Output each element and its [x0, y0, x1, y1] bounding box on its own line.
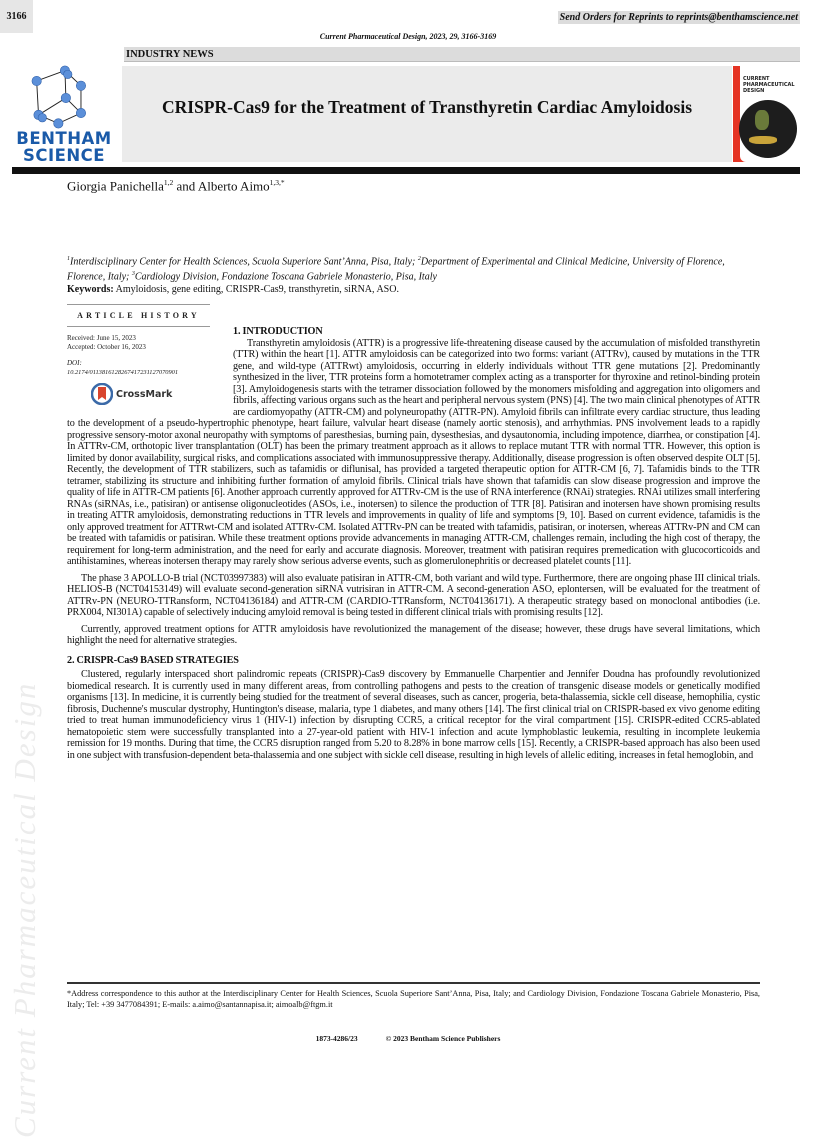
doi-label: DOI:	[67, 359, 82, 367]
author-list	[67, 178, 285, 194]
author-affiliation-marker: 1,3,*	[269, 178, 285, 187]
section-heading: 2. CRISPR-Cas9 BASED STRATEGIES	[67, 654, 239, 666]
affiliation-number: 2	[417, 256, 421, 262]
paragraph: Currently, approved treatment options for ATTR amyloidosis have revolutionized the management of the disease; however, these drugs have several limitations, which highlight the need for alternative strategies.	[67, 623, 760, 646]
page-flow	[67, 304, 760, 1044]
reprint-notice: Send Orders for Reprints to reprints@benthamscience.net	[559, 12, 798, 23]
section-heading: 1. INTRODUCTION	[233, 326, 323, 337]
issn: 1873-4286/23	[315, 1034, 358, 1043]
author-name: Alberto Aimo	[197, 178, 270, 194]
received-date: Received: June 15, 2023	[67, 334, 136, 342]
footnote-area	[67, 976, 760, 1044]
page-footer	[0, 1034, 816, 1044]
crossmark-icon	[91, 383, 113, 405]
crossmark-label: CrossMark	[116, 388, 173, 400]
article-history-heading: ARTICLE HISTORY	[77, 311, 200, 320]
article-body	[67, 304, 760, 761]
keywords	[67, 284, 399, 296]
header-divider	[12, 167, 800, 174]
correspondence-footnote: *Address correspondence to this author at the Interdisciplinary Center for Health Sciences, Scuola Superiore Sant’Anna, Pisa, Italy; and Cardiology Division, Fondazione Toscana Gabriele Monasterio, Pisa, Italy; Tel: +39 3477084391; E-mails: a.aimo@santannapisa.it; aimoalb@ftgm.it	[67, 989, 760, 1009]
affiliation-number: 1	[67, 256, 70, 262]
author-name: Giorgia Panichella	[67, 178, 164, 194]
affiliation-number: 3	[131, 271, 135, 278]
journal-cover-image	[733, 66, 801, 162]
author-affiliation-marker: 1,2	[163, 178, 174, 187]
cover-title: CURRENT PHARMACEUTICAL DESIGN	[743, 76, 795, 94]
crossmark-button[interactable]	[91, 383, 210, 405]
paragraph: Clustered, regularly interspaced short palindromic repeats (CRISPR)-Cas9 discovery by Emmanuelle Charpentier and Jennifer Doudna has profoundly revolutionized biomedical research. It is currently used in many different areas, from controlling pathogens and pests to the creation of transgenic disease models or genetically modified organisms [13]. In medicine, it is currently being studied for the treatment of several diseases, such as cancer, progeria, beta-thalassemia, sickle cell disease, hemophilia, cystic fibrosis, Duchenne's muscular dystrophy, Huntington's disease, malaria, type 1 diabetes, and many others [14]. The first clinical trial on CRISPR-based ex vivo genome editing tried to treat human immunodeficiency virus 1 (HIV-1) infection by disrupting CCR5, a critical receptor for the viral compartment [15]. CRISPR-edited CCR5-ablated hematopoietic stem were successfully transplanted into a 27-year-old patient with HIV-1 infection and acute lymphoblastic leukemia, resulting in incomplete leukemia remission for 19 months. During that time, the CCR5 disruption ranged from 5.20 to 8.28% in bone marrow cells [15]. Recently, a CRISPR-based approach has also been used in one subject with transfusion-dependent beta-thalassemia and one subject with sickle cell disease, resulting in high levels of allelic editing, increases in fetal hemoglobin, and	[67, 669, 760, 761]
affiliation: Cardiology Division, Fondazione Toscana Gabriele Monasterio, Pisa, Italy	[134, 271, 437, 283]
copyright: © 2023 Bentham Science Publishers	[385, 1034, 501, 1043]
affiliation: Department of Experimental and Clinical Medicine, University of Florence, Florence, Italy;	[67, 256, 725, 283]
article-history	[67, 304, 210, 416]
journal-watermark: Current Pharmaceutical Design	[7, 681, 42, 1138]
section-label: INDUSTRY NEWS	[124, 47, 800, 62]
article-title: CRISPR-Cas9 for the Treatment of Transthyretin Cardiac Amyloidosis	[161, 97, 693, 117]
accepted-date: Accepted: October 16, 2023	[67, 343, 146, 351]
paragraph: The phase 3 APOLLO-B trial (NCT03997383) will also evaluate patisiran in ATTR-CM, both variant and wild type. Furthermore, there are ongoing phase III clinical trials. HELIOS-B (NCT04153149) will evaluate second-generation siRNA vutrisiran in ATTR-CM. A second-generation ASO, eplontersen, will be evaluated for the treatment of ATTRv-PN (NEURO-TTRansform, NCT04136184) and ATTR-CM (CARDIO-TTRansform, NCT04136171). A therapeutic strategy based on monoclonal antibodies (i.e. PRX004, NI301A) capable of selectively inducing amyloid removal is being tested in different clinical trials with promising results [12].	[67, 572, 760, 618]
author-joiner: and	[173, 178, 198, 194]
affiliation: Interdisciplinary Center for Health Sciences, Scuola Superiore Sant’Anna, Pisa, Italy;	[70, 256, 418, 268]
keywords-label: Keywords:	[67, 284, 114, 295]
affiliations	[67, 253, 760, 284]
journal-citation: Current Pharmaceutical Design, 2023, 29, 3166-3169	[319, 32, 497, 41]
keywords-list: Amyloidosis, gene editing, CRISPR-Cas9, transthyretin, siRNA, ASO.	[113, 284, 399, 295]
doi-link[interactable]: 10.2174/0113816128267417231127070901	[67, 369, 179, 376]
footnote-divider	[67, 982, 760, 984]
bentham-molecule-logo-icon	[10, 64, 118, 130]
paragraph: Transthyretin amyloidosis (ATTR) is a progressive life-threatening disease caused by the accumulation of misfolded transthyretin (TTR) within the heart [1]. ATTR amyloidosis can be categorized into two forms: variant (ATTRv), caused by mutations in the TTR gene, and wild-type (ATTRwt) amyloidosis, occurring in elderly individuals without TTR gene mutations [2]. Predominantly synthesized in the liver, TTR proteins form a homotetramer complex acting as a transporter for thyroxine and retinol-binding protein [3]. Amyloidogenesis starts with the tetramer dissociation followed by the monomers misfolding and aggregation into oligomers and fibrils, affecting various organs such as the heart and peripheral nervous system (PNS) [4]. The two main clinical phenotypes of ATTR are cardiomyopathy (ATTR-CM) and polyneuropathy (ATTR-PN). Amyloid fibrils can infiltrate every cardiac structure, thus leading to the development of a pseudo-hypertrophic phenotype, heart failure, valvular heart disease (namely aortic stenosis), and arrhythmias. PNS involvement leads to a rapidly progressive sensory-motor axonal neuropathy with symptoms of paresthesias, burning pain, dysesthesias, and dysautonomia, including impotence, diarrhea, or constipation [4]. In ATTRv-CM, orthotopic liver transplantation (OLT) has been the primary treatment approach as it allows to replace mutant TTR with normal TTR. However, this option is limited by donor availability, surgical risks, and complications associated with immunosuppressive therapy. Additionally, disease progression is often observed despite OLT [5]. Recently, the development of TTR stabilizers, such as tafamidis or diflunisal, has provided a targeted therapeutic option for ATTR-CM [6, 7]. Tafamidis binds to the TTR tetramer, stabilizing its structure and inhibiting further formation of amyloid fibrils. Clinical trials have shown that tafamidis can slow disease progression and improve the quality of life in ATTR-CM patients [6]. Another approach currently approved for ATTRv-CM is the use of RNA interference (RNAi) strategies. RNAi utilizes small interfering RNAs (siRNAs, i.e., patisiran) or antisense oligonucleotides (ASOs, i.e., inotersen) to silence the production of TTR [8]. Patisiran and inotersen have shown promising results in treating ATTR amyloidosis, demonstrating reductions in TTR levels and improvements in quality of life and symptoms [9, 10]. Based on current evidence, tafamidis is the only approved treatment for ATTRwt-CM and isolated ATTRv-CM. Isolated ATTRv-PN can be treated with tafamidis, patisiran, or inotersen, whereas ATTRv-PN and CM can be treated with tafamidis or patisiran. While these treatment options provide advancements in managing ATTR-CM, challenges remain, including the high cost of therapy, the requirement for long-term administration, and the need for early and accurate diagnosis. Moreover, treatment with patisiran requires premedication with glucocorticoids and antihistamines, whereas inotersen therapy may rarely show serious adverse events, such as glomerulonephritis or decreased platelet counts [11].	[67, 337, 760, 567]
bentham-science-logo: BENTHAM SCIENCE	[16, 129, 112, 165]
title-banner	[122, 66, 732, 162]
page-number: 3166	[0, 0, 33, 33]
